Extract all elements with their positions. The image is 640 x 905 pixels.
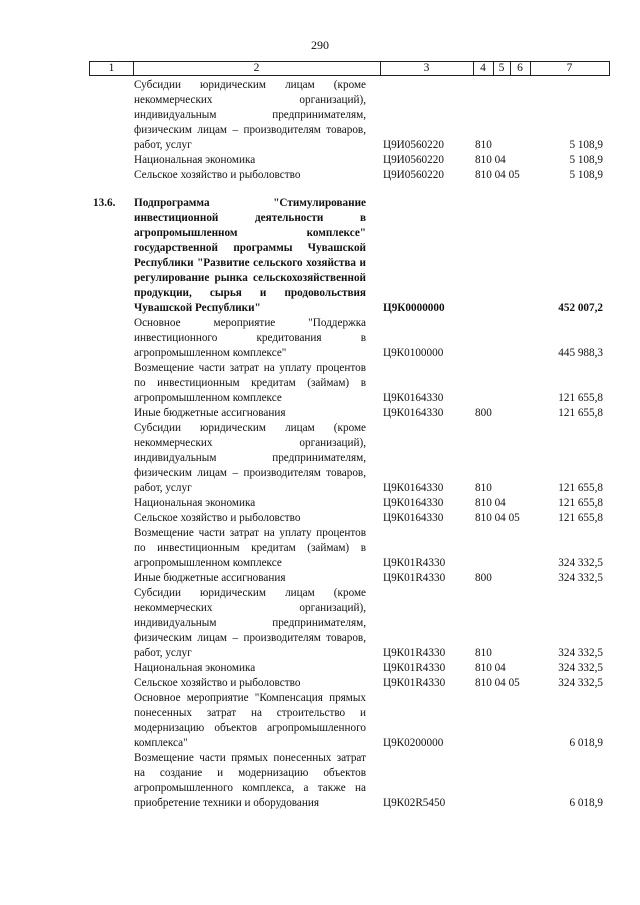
row-name: Национальная экономика	[134, 154, 256, 166]
expense-type-section-subsection: 810 04	[475, 154, 506, 166]
target-article-code: Ц9К0164330	[383, 392, 444, 404]
table-row	[0, 196, 640, 316]
amount-value: 5 108,9	[569, 169, 603, 181]
column-header-2: 2	[133, 62, 381, 75]
row-name: Национальная экономика	[134, 662, 256, 674]
column-header-6: 6	[510, 62, 531, 75]
row-name: Основное мероприятие "Компенсация прямых понесенных затрат на строительство и модернизацию объектов агропромышленного комплекса"	[134, 692, 366, 749]
table-row	[0, 571, 640, 586]
table-row	[0, 691, 640, 751]
target-article-code: Ц9К0200000	[383, 737, 444, 749]
table-row	[0, 153, 640, 168]
amount-value: 6 018,9	[569, 737, 603, 749]
row-name: Иные бюджетные ассигнования	[134, 407, 286, 419]
table-row	[0, 586, 640, 661]
table-header	[89, 61, 610, 76]
row-name: Сельское хозяйство и рыболовство	[134, 169, 301, 181]
target-article-code: Ц9К0164330	[383, 407, 444, 419]
row-name: Сельское хозяйство и рыболовство	[134, 677, 301, 689]
expense-type-section-subsection: 810 04	[475, 662, 506, 674]
row-name: Возмещение части затрат на уплату процентов по инвестиционным кредитам (займам) в агропромышленном комплексе	[134, 527, 366, 569]
target-article-code: Ц9К01R4330	[383, 647, 446, 659]
column-header-1: 1	[90, 62, 134, 75]
amount-value: 324 332,5	[558, 572, 603, 584]
target-article-code: Ц9И0560220	[383, 169, 444, 181]
target-article-code: Ц9К01R4330	[383, 662, 446, 674]
amount-value: 121 655,8	[558, 497, 603, 509]
amount-value: 6 018,9	[569, 797, 603, 809]
target-article-code: Ц9К0000000	[383, 302, 445, 314]
expense-type-section-subsection: 810	[475, 139, 492, 151]
amount-value: 452 007,2	[558, 302, 603, 314]
target-article-code: Ц9К0100000	[383, 347, 444, 359]
amount-value: 324 332,5	[558, 677, 603, 689]
expense-type-section-subsection: 810	[475, 647, 492, 659]
target-article-code: Ц9К01R4330	[383, 677, 446, 689]
expense-type-section-subsection: 810 04 05	[475, 169, 520, 181]
table-row	[0, 421, 640, 496]
target-article-code: Ц9И0560220	[383, 139, 444, 151]
expense-type-section-subsection: 810 04 05	[475, 512, 520, 524]
target-article-code: Ц9К02R5450	[383, 797, 446, 809]
target-article-code: Ц9И0560220	[383, 154, 444, 166]
table-row	[0, 316, 640, 361]
table-row	[0, 496, 640, 511]
column-header-5: 5	[493, 62, 511, 75]
target-article-code: Ц9К0164330	[383, 482, 444, 494]
amount-value: 324 332,5	[558, 647, 603, 659]
column-header-7: 7	[566, 62, 573, 74]
row-name: Субсидии юридическим лицам (кроме некоммерческих организаций), индивидуальным предпринимателям, физическим лицам – производителям товаров, работ, услуг	[134, 422, 366, 494]
table-row	[0, 751, 640, 811]
amount-value: 5 108,9	[569, 139, 603, 151]
amount-value: 324 332,5	[558, 662, 603, 674]
target-article-code: Ц9К0164330	[383, 512, 444, 524]
row-name: Субсидии юридическим лицам (кроме некоммерческих организаций), индивидуальным предпринимателям, физическим лицам – производителям товаров, работ, услуг	[134, 79, 366, 151]
table-row	[0, 78, 640, 153]
column-header-3: 3	[380, 62, 474, 75]
target-article-code: Ц9К01R4330	[383, 557, 446, 569]
table-row	[0, 361, 640, 406]
target-article-code: Ц9К0164330	[383, 497, 444, 509]
expense-type-section-subsection: 810	[475, 482, 492, 494]
row-name: Возмещение части затрат на уплату процентов по инвестиционным кредитам (займам) в агропромышленном комплексе	[134, 362, 366, 404]
table-row	[0, 511, 640, 526]
expense-type-section-subsection: 810 04 05	[475, 677, 520, 689]
expense-type-section-subsection: 810 04	[475, 497, 506, 509]
row-name: Сельское хозяйство и рыболовство	[134, 512, 301, 524]
expense-type-section-subsection: 800	[475, 407, 492, 419]
page-number: 290	[311, 38, 329, 52]
table-row	[0, 661, 640, 676]
table-row	[0, 406, 640, 421]
amount-value: 445 988,3	[558, 347, 603, 359]
expense-type-section-subsection: 800	[475, 572, 492, 584]
target-article-code: Ц9К01R4330	[383, 572, 446, 584]
budget-table-body	[0, 78, 640, 811]
amount-value: 5 108,9	[569, 154, 603, 166]
amount-value: 121 655,8	[558, 392, 603, 404]
section-number: 13.6.	[93, 197, 116, 209]
amount-value: 121 655,8	[558, 512, 603, 524]
column-header-4: 4	[473, 62, 494, 75]
table-row	[0, 676, 640, 691]
amount-value: 121 655,8	[558, 407, 603, 419]
row-name: Национальная экономика	[134, 497, 256, 509]
amount-value: 324 332,5	[558, 557, 603, 569]
amount-value: 121 655,8	[558, 482, 603, 494]
row-name: Иные бюджетные ассигнования	[134, 572, 286, 584]
row-name: Подпрограмма "Стимулирование инвестиционной деятельности в агропромышленном комплексе" государственной программы Чувашской Республики "Развитие сельского хозяйства и регулирование рынка сельскохозяйственной продукции, сырья и продовольствия Чувашской Республики"	[134, 197, 366, 314]
table-row	[0, 526, 640, 571]
row-name: Основное мероприятие "Поддержка инвестиционного кредитования в агропромышленном комплексе"	[134, 317, 366, 359]
row-name: Возмещение части прямых понесенных затрат на создание и модернизацию объектов агропромышленного комплекса, а также на приобретение техники и оборудования	[134, 752, 366, 809]
row-name: Субсидии юридическим лицам (кроме некоммерческих организаций), индивидуальным предпринимателям, физическим лицам – производителям товаров, работ, услуг	[134, 587, 366, 659]
table-row	[0, 168, 640, 183]
